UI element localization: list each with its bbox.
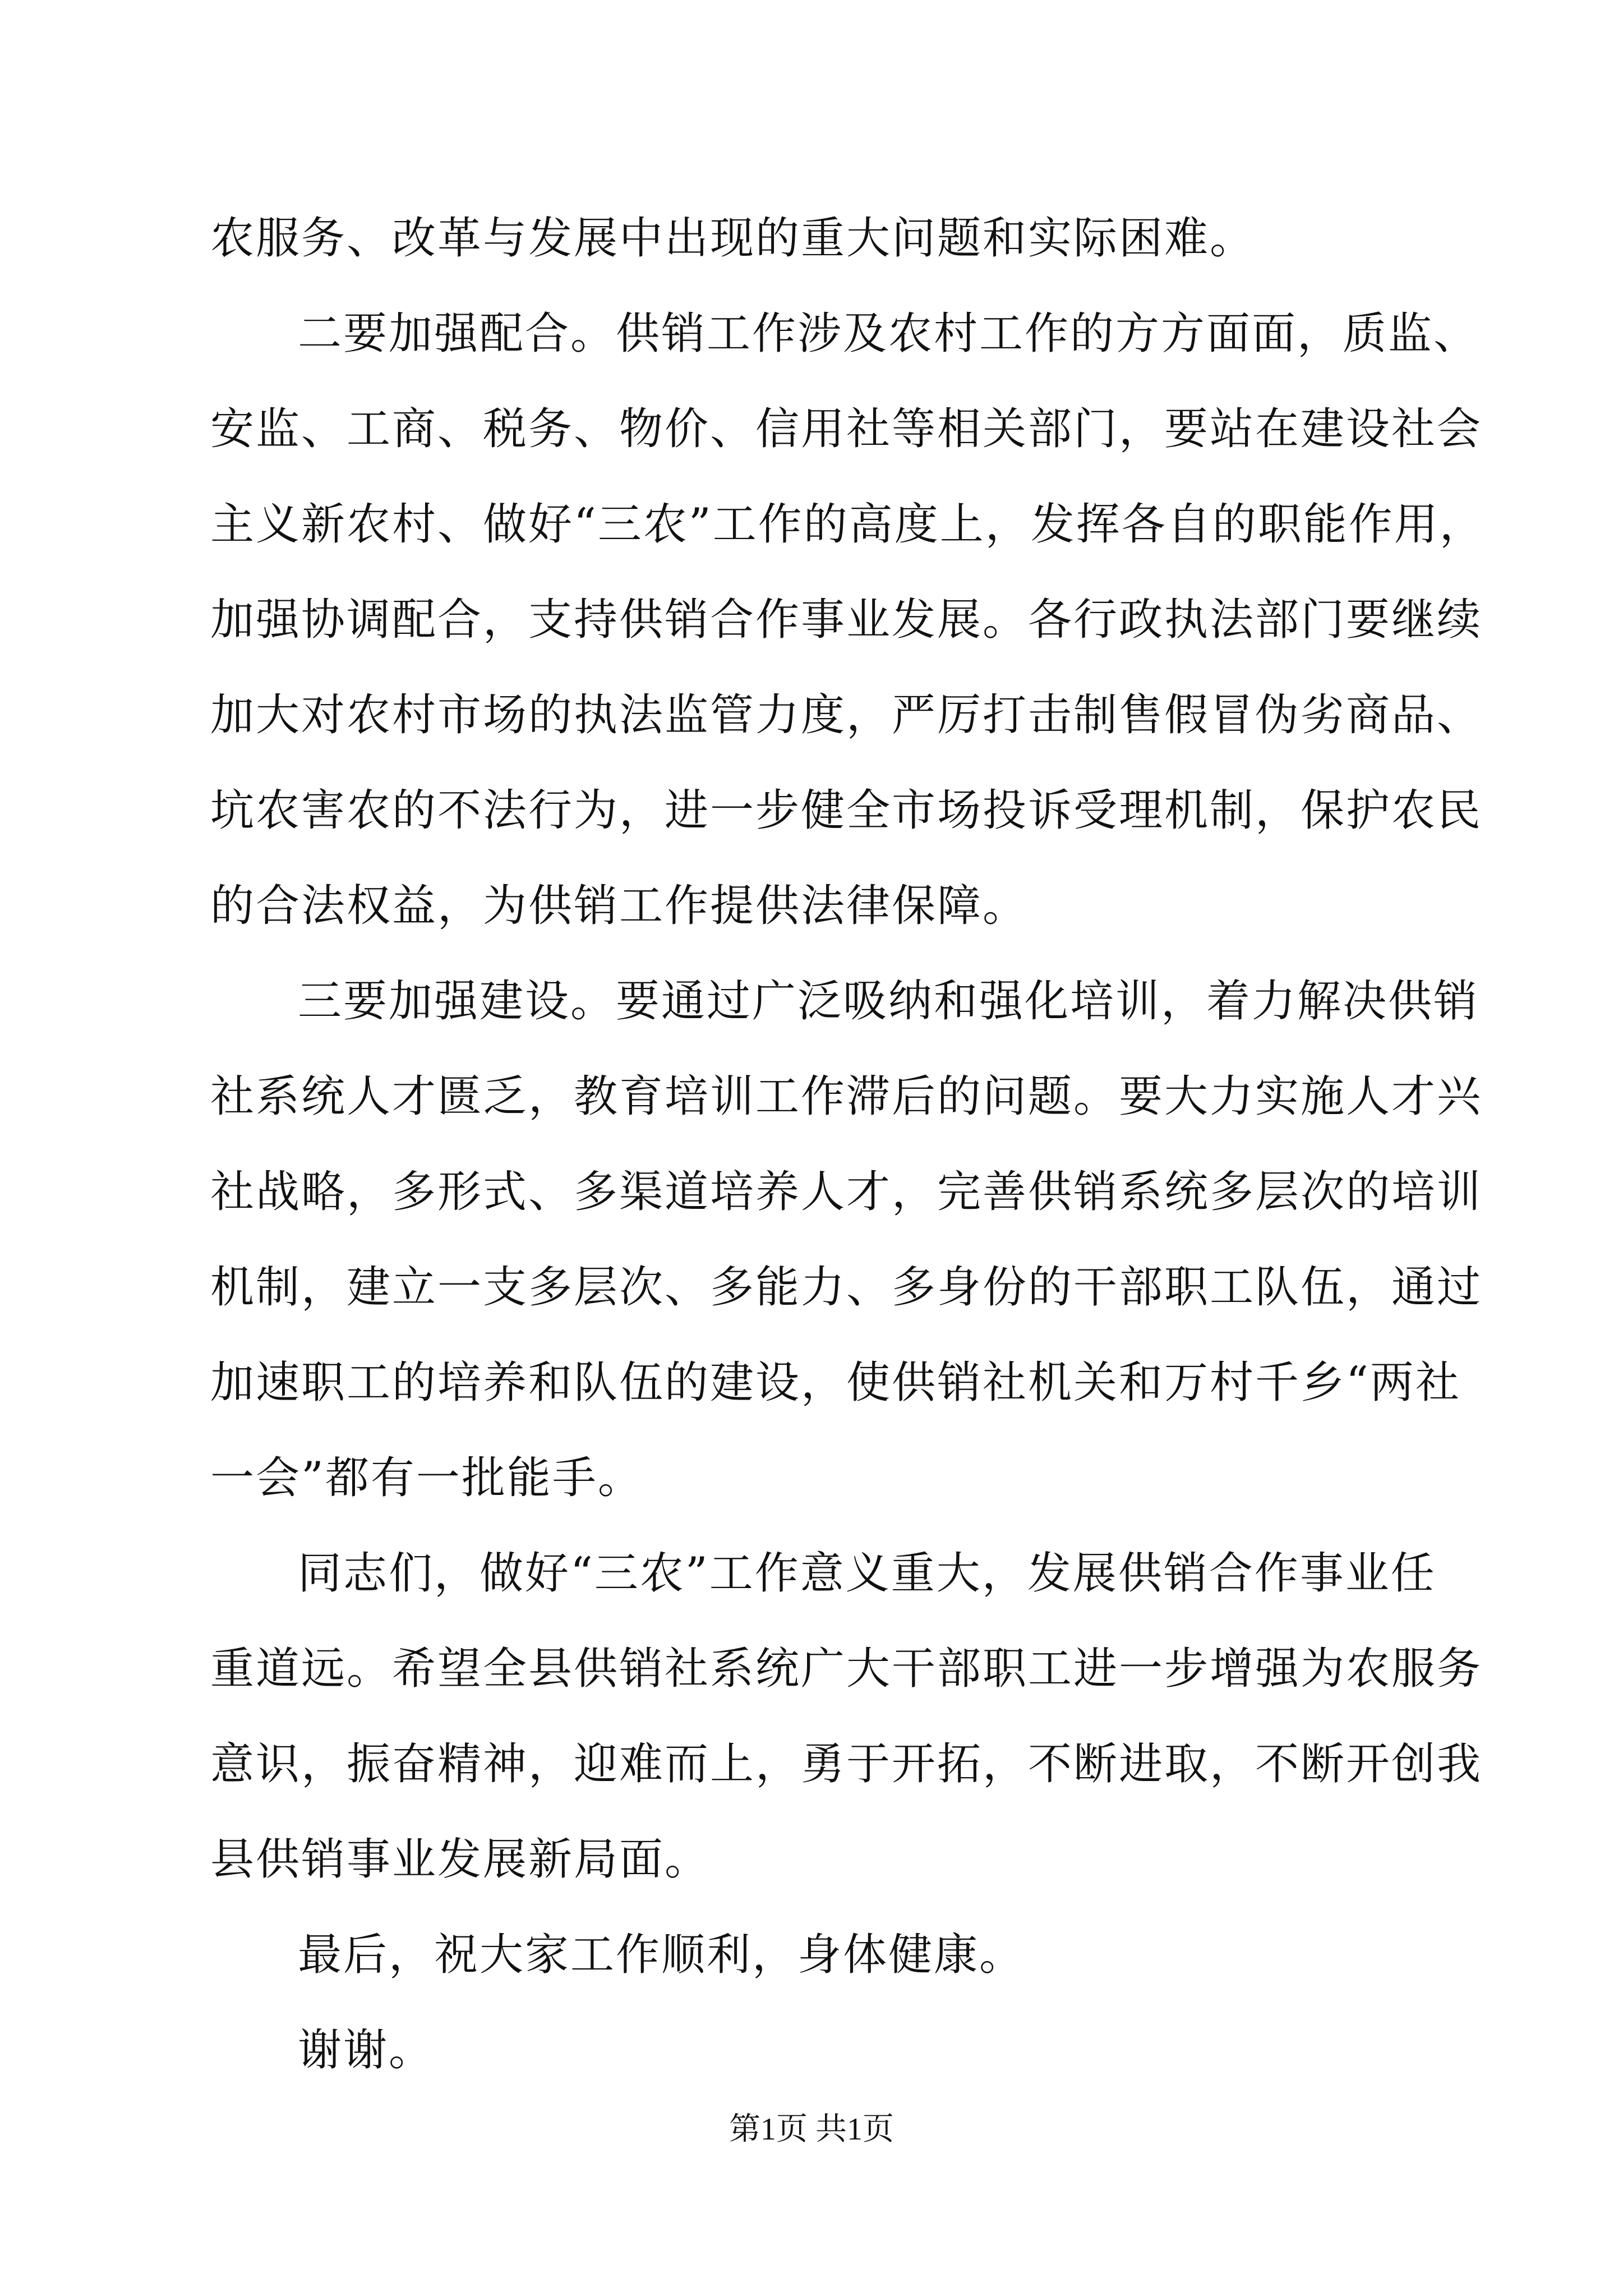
text-line: 农服务、改革与发展中出现的重大问题和实际困难。 (210, 213, 1256, 264)
text-line: 加大对农村市场的执法监管力度，严厉打击制售假冒伪劣商品、 (210, 690, 1483, 740)
text-line: 安监、工商、税务、物价、信用社等相关部门，要站在建设社会 (210, 404, 1483, 454)
text-line: 的合法权益，为供销工作提供法律保障。 (210, 881, 1029, 931)
text-line: 坑农害农的不法行为，进一步健全市场投诉受理机制，保护农民 (210, 785, 1483, 836)
text-line: 社战略，多形式、多渠道培养人才，完善供销系统多层次的培训 (210, 1167, 1483, 1217)
text-line: 社系统人才匮乏，教育培训工作滞后的问题。要大力实施人才兴 (210, 1071, 1483, 1122)
text-line: 加强协调配合，支持供销合作事业发展。各行政执法部门要继续 (210, 595, 1483, 645)
paragraph-first-line: 二要加强配合。供销工作涉及农村工作的方方面面，质监、 (298, 309, 1479, 359)
paragraph-first-line: 谢谢。 (298, 2025, 435, 2076)
text-line: 主义新农村、做好“三农”工作的高度上，发挥各自的职能作用， (210, 499, 1485, 550)
text-line: 机制，建立一支多层次、多能力、多身份的干部职工队伍，通过 (210, 1262, 1483, 1313)
paragraph-first-line: 三要加强建设。要通过广泛吸纳和强化培训，着力解决供销 (298, 976, 1479, 1027)
text-line: 一会”都有一批能手。 (210, 1453, 643, 1503)
text-line: 县供销事业发展新局面。 (210, 1834, 711, 1885)
paragraph-first-line: 同志们，做好“三农”工作意义重大，发展供销合作事业任 (298, 1548, 1436, 1599)
page-number-footer: 第1页 共1页 (729, 2112, 894, 2147)
text-line: 重道远。希望全县供销社系统广大干部职工进一步增强为农服务 (210, 1644, 1483, 1694)
document-body (210, 191, 1485, 2098)
text-line: 加速职工的培养和队伍的建设，使供销社机关和万村千乡“两社 (210, 1358, 1461, 1408)
text-line: 意识，振奋精神，迎难而上，勇于开拓，不断进取，不断开创我 (210, 1739, 1483, 1789)
paragraph-first-line: 最后，祝大家工作顺利，身体健康。 (298, 1930, 1025, 1980)
